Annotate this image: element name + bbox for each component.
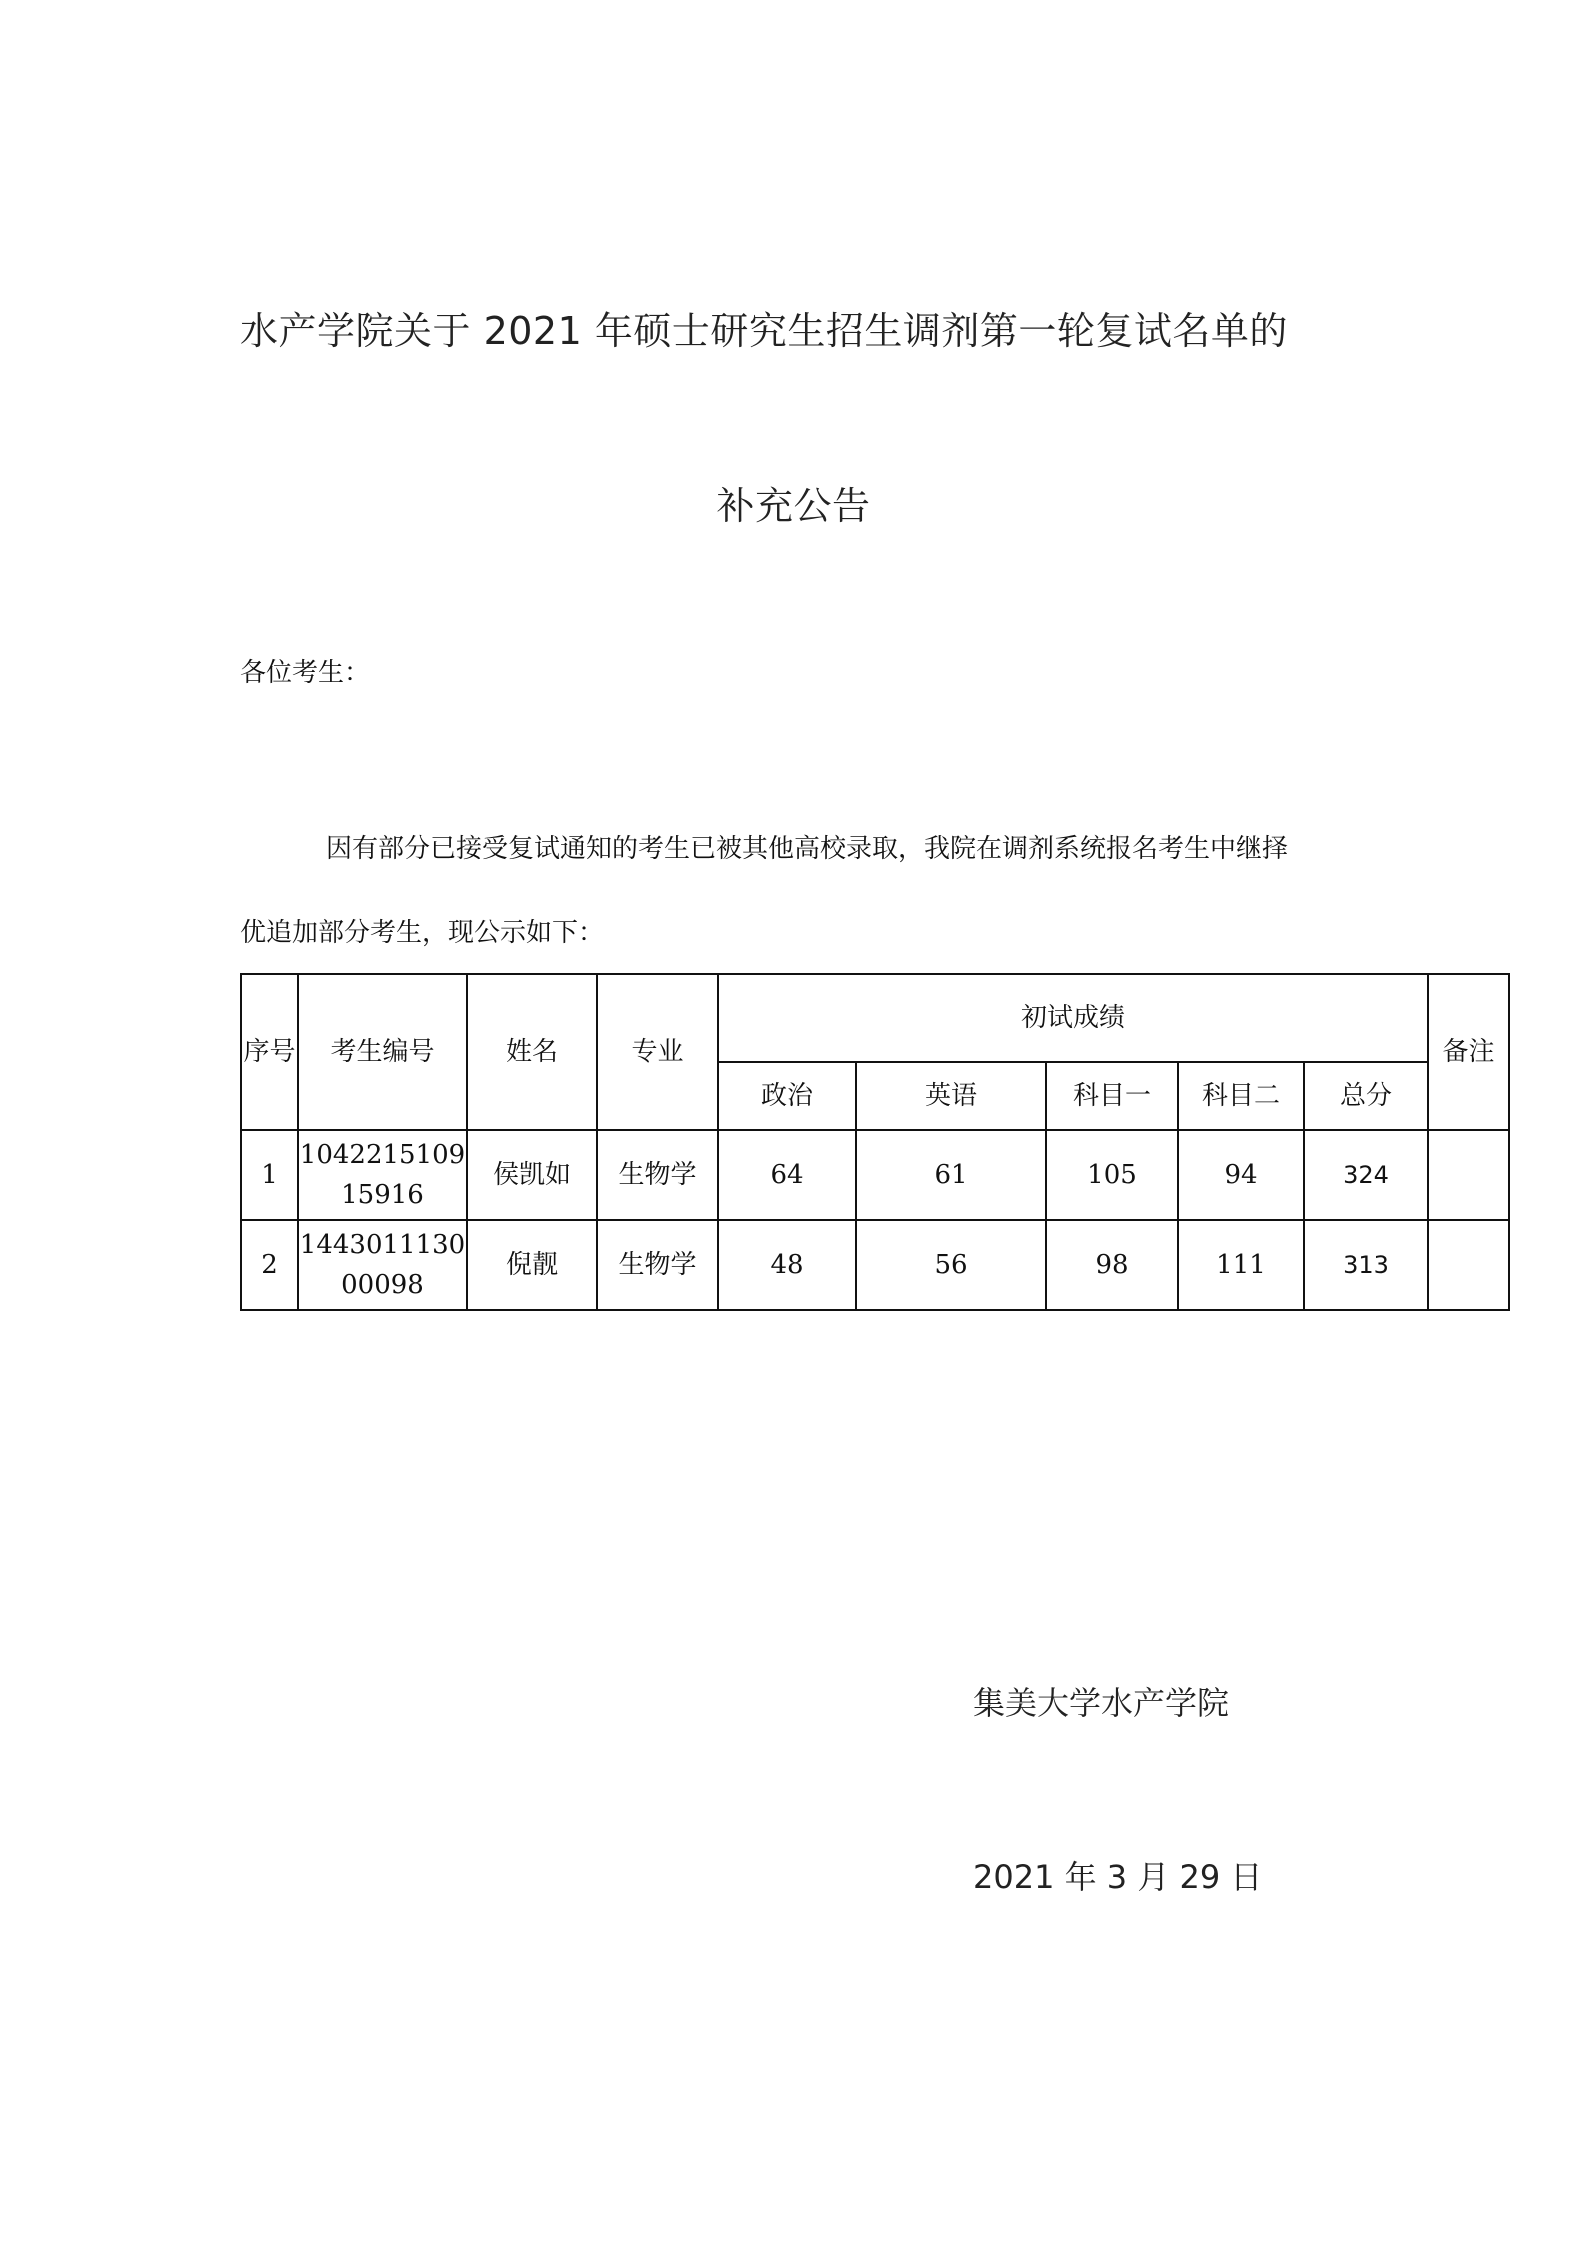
- signature-org: 集美大学水产学院: [973, 1684, 1230, 1722]
- cell-subject2: 111: [1178, 1220, 1304, 1310]
- cell-english: 61: [856, 1130, 1046, 1220]
- table-row: [241, 1220, 1509, 1310]
- header-politics: 政治: [718, 1062, 856, 1130]
- cell-name: 侯凯如: [467, 1130, 597, 1220]
- cell-english: 56: [856, 1220, 1046, 1310]
- notice-paragraph-line1: 因有部分已接受复试通知的考生已被其他高校录取，我院在调剂系统报名考生中继择: [326, 834, 1289, 864]
- cell-total: 313: [1304, 1220, 1428, 1310]
- cell-total: 324: [1304, 1130, 1428, 1220]
- cell-exam-id: 104221510915916: [298, 1130, 467, 1220]
- header-subject2: 科目二: [1178, 1062, 1304, 1130]
- header-total: 总分: [1304, 1062, 1428, 1130]
- notice-paragraph-line2: 优追加部分考生，现公示如下：: [240, 918, 605, 948]
- document-title-line2: 补充公告: [716, 484, 871, 528]
- cell-name: 倪靓: [467, 1220, 597, 1310]
- header-subject1: 科目一: [1046, 1062, 1178, 1130]
- cell-politics: 48: [718, 1220, 856, 1310]
- header-remark: 备注: [1428, 974, 1509, 1130]
- signature-date: 2021 年 3 月 29 日: [973, 1858, 1263, 1896]
- cell-subject1: 105: [1046, 1130, 1178, 1220]
- table-header-row: [241, 974, 1509, 1062]
- cell-seq: 2: [241, 1220, 298, 1310]
- candidate-score-table: [240, 973, 1510, 1311]
- cell-subject1: 98: [1046, 1220, 1178, 1310]
- salutation: 各位考生：: [240, 658, 371, 688]
- cell-remark: [1428, 1220, 1509, 1310]
- table-row: [241, 1130, 1509, 1220]
- header-name: 姓名: [467, 974, 597, 1130]
- cell-major: 生物学: [597, 1220, 718, 1310]
- header-score-group: 初试成绩: [718, 974, 1428, 1062]
- header-exam-id: 考生编号: [298, 974, 467, 1130]
- document-title-line1: 水产学院关于 2021 年硕士研究生招生调剂第一轮复试名单的: [240, 309, 1288, 353]
- cell-subject2: 94: [1178, 1130, 1304, 1220]
- cell-exam-id: 144301113000098: [298, 1220, 467, 1310]
- header-major: 专业: [597, 974, 718, 1130]
- header-seq: 序号: [241, 974, 298, 1130]
- cell-remark: [1428, 1130, 1509, 1220]
- cell-major: 生物学: [597, 1130, 718, 1220]
- cell-politics: 64: [718, 1130, 856, 1220]
- cell-seq: 1: [241, 1130, 298, 1220]
- header-english: 英语: [856, 1062, 1046, 1130]
